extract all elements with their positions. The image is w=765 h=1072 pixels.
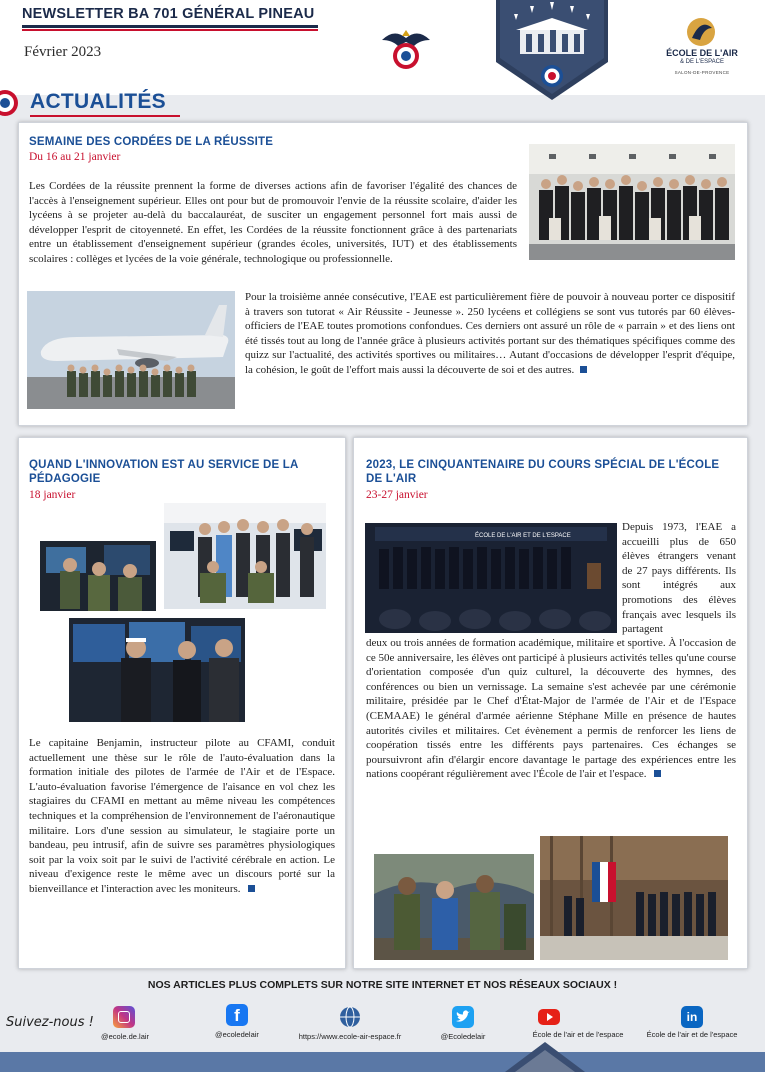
eagle-crest-icon xyxy=(380,22,432,74)
title-underline xyxy=(22,25,318,28)
article-title: SEMAINE DES CORDÉES DE LA RÉUSSITE xyxy=(29,136,274,148)
youtube-label[interactable]: École de l'air et de l'espace xyxy=(532,1030,624,1039)
issue-date: Février 2023 xyxy=(24,44,102,60)
end-mark-icon xyxy=(654,770,661,777)
footer-band xyxy=(0,1052,765,1072)
logo-text-2: & DE L'ESPACE xyxy=(679,59,725,65)
title-underline-red xyxy=(22,29,318,31)
linkedin-link[interactable] xyxy=(681,1006,703,1028)
article-cinquantenaire xyxy=(353,437,748,969)
facebook-icon: f xyxy=(226,1004,248,1026)
linkedin-label[interactable]: École de l'air et de l'espace xyxy=(646,1030,738,1039)
logo-text-1: ÉCOLE DE L'AIR xyxy=(666,48,738,58)
youtube-icon xyxy=(537,1006,561,1028)
section-title: ACTUALITÉS xyxy=(30,90,166,113)
end-mark-icon xyxy=(248,885,255,892)
facebook-link[interactable] xyxy=(226,1004,248,1026)
photo-ceremony-stage xyxy=(365,523,617,633)
youtube-link[interactable] xyxy=(537,1006,561,1033)
base-emblem-icon xyxy=(490,0,614,104)
article-paragraph: Les Cordées de la réussite prennent la forme de diverses actions afin de favoriser l'égalité des chances de l'accès à l'enseignement supérieur. Elles ont pour but de promouvoir l'envie de la réussite scolaire, d'aider les lycéens à se projeter au-delà du baccalauréat, de susciter un engagement personnel fort mais aussi de développer l'esprit de citoyenneté. En effet, les Cordées de la réussite fonctionnent grâce à des partenariats entre un établissement d'enseignement supérieur (grandes écoles, universités, IUT) et des établissements scolaires : collèges et lycées de la voie générale, technologique ou professionnelle. xyxy=(29,180,517,265)
article-paragraph: deux ou trois années de formation académique, militaire et sportive. À l'occasion de ce 50e anniversaire, les élèves ont participé à plusieurs activités telles qu'une course d'orientation composée d'un quiz culturel, la découverte des hymnes, des conférences ou bien un vernissage. La semaine s'est achevée par une cérémonie militaire, présidée par le Chef d'État-Major de l'armée de l'Air et de l'Espace (CEMAAE) le général d'armée aérienne Stéphane Mille en présence de hautes autorités civiles et militaires. Cet évènement a permis de renforcer les liens de coopération tissés entre les différents pays partenaires. Ces échanges se poursuivront afin d'élargir encore davantage le partage des expériences entre les nations coopérant régulièrement avec l'École de l'air et l'espace. xyxy=(366,637,736,781)
group-photo-airbus-tarmac xyxy=(27,291,235,409)
section-underline xyxy=(30,115,180,117)
article-paragraph: Pour la troisième année consécutive, l'EAE est particulièrement fière de pouvoir à nouveau porter ce dispositif à travers son tutorat « Air Réussite - Jeunesse ». 250 lycéens et collégiens se sont vus tutorés par 60 élèves-officiers de l'EAE toutes promotions confondues. Ces derniers ont assuré un rôle de « parrain » et des liens ont été tissés tout au long de l'année grâce à plusieurs activités portant sur des thématiques spécifiques comme des quizz sur l'actualité, des activités sportives ou militaires… Autant d'occasions de développer l'esprit d'équipe, la cohésion, le goût de l'effort mais aussi la découverte de soi et des autres. xyxy=(245,291,735,376)
twitter-label[interactable]: @Ecoledelair xyxy=(440,1032,486,1041)
website-label[interactable]: https://www.ecole-air-espace.fr xyxy=(298,1032,402,1041)
follow-us-label: Suivez-nous ! xyxy=(6,1015,94,1030)
screen-text: ÉCOLE DE L'AIR ET DE L'ESPACE xyxy=(475,533,571,539)
article-date: 18 janvier xyxy=(29,489,76,501)
article-date: 23-27 janvier xyxy=(366,489,428,501)
group-photo-aircraft-cabin xyxy=(529,144,735,260)
roundel-icon xyxy=(0,88,20,118)
footer-chevron-icon xyxy=(505,1040,585,1072)
article-paragraph: Le capitaine Benjamin, instructeur pilote au CFAMI, conduit actuellement une thèse sur le rôle de l'auto-évaluation dans la formation initiale des pilotes de l'armée de l'Air et de l'Espace. L'auto-évaluation favorise l'émergence de l'aisance en vol chez les stagiaires du CFAMI en mettant au même niveau les compétences techniques et la compréhension de l'environnement de l'aéronautique militaire. Lors d'une session au simulateur, le stagiaire porte un bandeau, peu intrusif, afin de suivre ses paramètres physiologiques soit par la voix soit par le suivi de l'activité cérébrale en action. Le niveau d'exigence reste le même avec un discours porté sur la bienveillance et l'interaction avec les moniteurs. xyxy=(29,737,335,895)
instagram-label[interactable]: @ecole.de.lair xyxy=(100,1032,150,1041)
logo-text-3: SALON-DE-PROVENCE xyxy=(674,70,730,75)
article-paragraph-side: Depuis 1973, l'EAE a accueilli plus de 650 élèves étrangers venant de 27 pays différents. Ils sont intégrés aux promotions des élèves français avec lesquels ils partagent xyxy=(622,521,736,636)
facebook-label[interactable]: @ecoledelair xyxy=(215,1030,259,1039)
photo-orientation-race xyxy=(374,854,534,960)
globe-icon xyxy=(339,1006,361,1028)
article-title: 2023, LE CINQUANTENAIRE DU COURS SPÉCIAL DE L'ÉCOLE DE L'AIR xyxy=(366,459,720,485)
article-innovation xyxy=(18,437,346,969)
end-mark-icon xyxy=(580,366,587,373)
linkedin-icon: in xyxy=(681,1006,703,1028)
photo-military-ceremony-hall xyxy=(540,836,728,960)
twitter-icon xyxy=(452,1006,474,1028)
article-title: QUAND L'INNOVATION EST AU SERVICE DE LA PÉDAGOGIE xyxy=(29,459,299,485)
photo-group-simulator-room xyxy=(164,503,326,609)
photo-simulator-cockpit xyxy=(40,541,156,611)
article-date: Du 16 au 21 janvier xyxy=(29,151,121,163)
footer-slogan: NOS ARTICLES PLUS COMPLETS SUR NOTRE SITE INTERNET ET NOS RÉSEAUX SOCIAUX ! xyxy=(147,979,618,991)
instagram-link[interactable] xyxy=(113,1006,135,1028)
twitter-link[interactable] xyxy=(452,1006,474,1033)
newsletter-title: NEWSLETTER BA 701 GÉNÉRAL PINEAU xyxy=(22,6,315,22)
website-link[interactable] xyxy=(339,1006,361,1033)
instagram-icon xyxy=(113,1006,135,1028)
photo-researchers-simulator xyxy=(69,618,245,722)
article-cordees xyxy=(18,122,748,426)
